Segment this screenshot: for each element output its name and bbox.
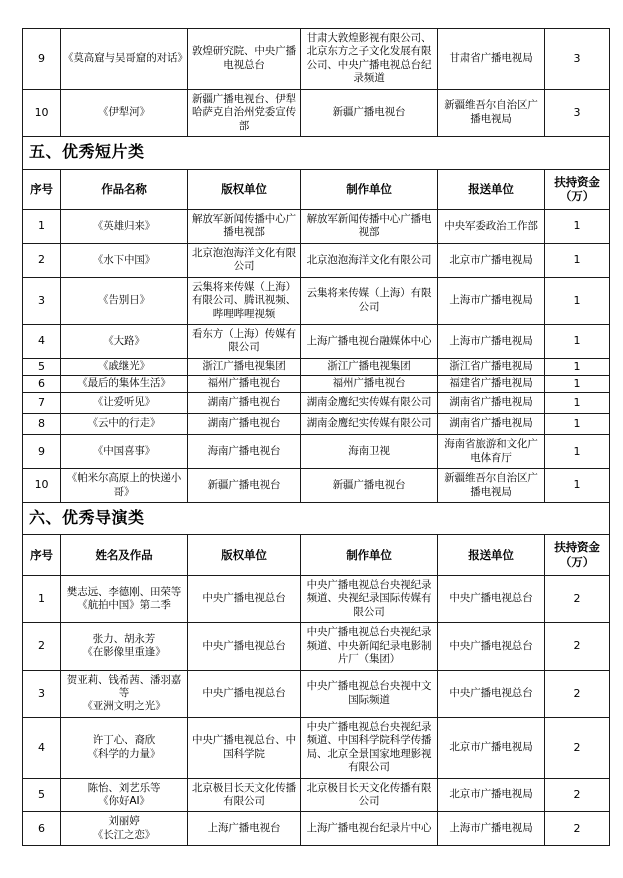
cell-fund: 1 [545,469,610,503]
cell-fund: 2 [545,575,610,622]
cell-submitter: 甘肃省广播电视局 [438,29,545,90]
cell-fund: 2 [545,670,610,717]
cell-name: 《让爱听见》 [61,393,188,414]
table-row [23,575,610,622]
table-body [23,29,610,846]
cell-copyright: 中央广播电视总台 [188,623,301,670]
cell-index: 9 [23,435,61,469]
cell-submitter: 中央广播电视总台 [438,623,545,670]
cell-fund: 1 [545,375,610,392]
cell-submitter: 上海市广播电视局 [438,277,545,324]
table-row [23,469,610,503]
cell-copyright: 敦煌研究院、中央广播电视总台 [188,29,301,90]
cell-fund: 1 [545,393,610,414]
table-row [23,89,610,136]
cell-producer: 北京极目长天文化传播有限公司 [301,778,438,812]
cell-name: 《伊犁河》 [61,89,188,136]
cell-copyright: 北京极目长天文化传播有限公司 [188,778,301,812]
fund-label-line2: （万） [559,189,595,204]
cell-name: 樊志远、李德刚、田荣等 《航拍中国》第二季 [61,575,188,622]
cell-name: 《大路》 [61,325,188,359]
column-header-name: 姓名及作品 [61,535,188,575]
table-row [23,325,610,359]
cell-name: 《云中的行走》 [61,414,188,435]
column-header-index: 序号 [23,169,61,209]
cell-name: 许丁心、裔欣 《科学的力量》 [61,717,188,778]
cell-name: 刘丽婷 《长江之恋》 [61,812,188,846]
cell-fund: 2 [545,717,610,778]
column-header-submitter: 报送单位 [438,535,545,575]
cell-copyright: 浙江广播电视集团 [188,358,301,375]
table-row [23,670,610,717]
table-row [23,209,610,243]
section-heading-text: 六、优秀导演类 [23,502,610,534]
cell-producer: 解放军新闻传播中心广播电视部 [301,209,438,243]
column-header-row-director [23,535,610,575]
cell-name: 《戚继光》 [61,358,188,375]
cell-submitter: 北京市广播电视局 [438,243,545,277]
cell-producer: 海南卫视 [301,435,438,469]
cell-submitter: 海南省旅游和文化广电体育厅 [438,435,545,469]
cell-submitter: 上海市广播电视局 [438,325,545,359]
cell-index: 1 [23,575,61,622]
section-heading-text: 五、优秀短片类 [23,137,610,169]
cell-producer: 湖南金鹰纪实传媒有限公司 [301,414,438,435]
table-row [23,623,610,670]
cell-index: 2 [23,243,61,277]
cell-index: 10 [23,469,61,503]
table-row [23,358,610,375]
cell-submitter: 中央广播电视总台 [438,575,545,622]
cell-producer: 中央广播电视总台央视中文国际频道 [301,670,438,717]
cell-fund: 2 [545,623,610,670]
cell-copyright: 北京泡泡海洋文化有限公司 [188,243,301,277]
cell-copyright: 海南广播电视台 [188,435,301,469]
cell-fund: 1 [545,414,610,435]
cell-producer: 福州广播电视台 [301,375,438,392]
cell-fund: 3 [545,89,610,136]
cell-copyright: 中央广播电视总台、中国科学院 [188,717,301,778]
cell-fund: 1 [545,209,610,243]
cell-index: 1 [23,209,61,243]
table-row [23,243,610,277]
cell-producer: 上海广播电视台融媒体中心 [301,325,438,359]
column-header-name: 作品名称 [61,169,188,209]
cell-producer: 浙江广播电视集团 [301,358,438,375]
cell-producer: 新疆广播电视台 [301,89,438,136]
cell-submitter: 新疆维吾尔自治区广播电视局 [438,469,545,503]
cell-copyright: 新疆广播电视台、伊犁哈萨克自治州党委宣传部 [188,89,301,136]
section-heading-short-film [23,137,610,169]
cell-submitter: 新疆维吾尔自治区广播电视局 [438,89,545,136]
cell-submitter: 北京市广播电视局 [438,717,545,778]
table-row [23,277,610,324]
cell-fund: 1 [545,358,610,375]
column-header-copyright: 版权单位 [188,169,301,209]
cell-fund: 3 [545,29,610,90]
cell-copyright: 新疆广播电视台 [188,469,301,503]
cell-copyright: 湖南广播电视台 [188,393,301,414]
column-header-index: 序号 [23,535,61,575]
cell-fund: 1 [545,277,610,324]
fund-label-line1: 扶持资金 [554,174,600,189]
cell-name: 《中国喜事》 [61,435,188,469]
table-row [23,812,610,846]
cell-submitter: 福建省广播电视局 [438,375,545,392]
cell-producer: 中央广播电视总台央视纪录频道、中国科学院科学传播局、北京全景国家地理影视有限公司 [301,717,438,778]
cell-submitter: 湖南省广播电视局 [438,393,545,414]
table-row [23,717,610,778]
cell-fund: 1 [545,243,610,277]
cell-index: 2 [23,623,61,670]
fund-label-line2: （万） [559,555,595,570]
cell-index: 7 [23,393,61,414]
cell-name: 张力、胡永芳 《在影像里重逢》 [61,623,188,670]
cell-producer: 上海广播电视台纪录片中心 [301,812,438,846]
cell-index: 10 [23,89,61,136]
table-row [23,393,610,414]
cell-index: 4 [23,717,61,778]
cell-producer: 新疆广播电视台 [301,469,438,503]
cell-fund: 1 [545,325,610,359]
cell-copyright: 湖南广播电视台 [188,414,301,435]
cell-name: 《水下中国》 [61,243,188,277]
cell-index: 9 [23,29,61,90]
column-header-copyright: 版权单位 [188,535,301,575]
cell-copyright: 中央广播电视总台 [188,575,301,622]
cell-producer: 湖南金鹰纪实传媒有限公司 [301,393,438,414]
award-list-table [22,28,610,846]
cell-submitter: 中央军委政治工作部 [438,209,545,243]
cell-index: 3 [23,670,61,717]
cell-name: 陈怡、刘艺乐等 《你好AI》 [61,778,188,812]
cell-submitter: 中央广播电视总台 [438,670,545,717]
table-row [23,414,610,435]
cell-index: 3 [23,277,61,324]
cell-copyright: 福州广播电视台 [188,375,301,392]
cell-fund: 1 [545,435,610,469]
cell-copyright: 云集将来传媒（上海）有限公司、腾讯视频、哔哩哔哩视频 [188,277,301,324]
cell-producer: 甘肃大敦煌影视有限公司、北京东方之子文化发展有限公司、中央广播电视总台纪录频道 [301,29,438,90]
column-header-producer: 制作单位 [301,169,438,209]
table-row [23,29,610,90]
cell-index: 8 [23,414,61,435]
cell-submitter: 湖南省广播电视局 [438,414,545,435]
column-header-fund [545,169,610,209]
cell-submitter: 北京市广播电视局 [438,778,545,812]
cell-submitter: 浙江省广播电视局 [438,358,545,375]
cell-index: 6 [23,812,61,846]
cell-index: 4 [23,325,61,359]
cell-producer: 中央广播电视总台央视纪录频道、央视纪录国际传媒有限公司 [301,575,438,622]
cell-name: 《莫高窟与吴哥窟的对话》 [61,29,188,90]
cell-producer: 中央广播电视总台央视纪录频道、中央新闻纪录电影制片厂（集团） [301,623,438,670]
cell-index: 5 [23,358,61,375]
table-row [23,375,610,392]
cell-producer: 云集将来传媒（上海）有限公司 [301,277,438,324]
column-header-row-short-film [23,169,610,209]
column-header-fund [545,535,610,575]
column-header-submitter: 报送单位 [438,169,545,209]
cell-submitter: 上海市广播电视局 [438,812,545,846]
cell-fund: 2 [545,778,610,812]
fund-label-line1: 扶持资金 [554,540,600,555]
cell-copyright: 解放军新闻传播中心广播电视部 [188,209,301,243]
table-row [23,778,610,812]
table-row [23,435,610,469]
cell-name: 《最后的集体生活》 [61,375,188,392]
column-header-producer: 制作单位 [301,535,438,575]
cell-copyright: 中央广播电视总台 [188,670,301,717]
section-heading-director [23,502,610,534]
cell-fund: 2 [545,812,610,846]
cell-copyright: 上海广播电视台 [188,812,301,846]
cell-name: 《帕米尔高原上的快递小哥》 [61,469,188,503]
cell-name: 《英雄归来》 [61,209,188,243]
cell-producer: 北京泡泡海洋文化有限公司 [301,243,438,277]
cell-copyright: 看东方（上海）传媒有限公司 [188,325,301,359]
cell-index: 5 [23,778,61,812]
cell-index: 6 [23,375,61,392]
cell-name: 贺亚莉、钱希茜、潘羽嘉等 《亚洲文明之光》 [61,670,188,717]
cell-name: 《告别日》 [61,277,188,324]
